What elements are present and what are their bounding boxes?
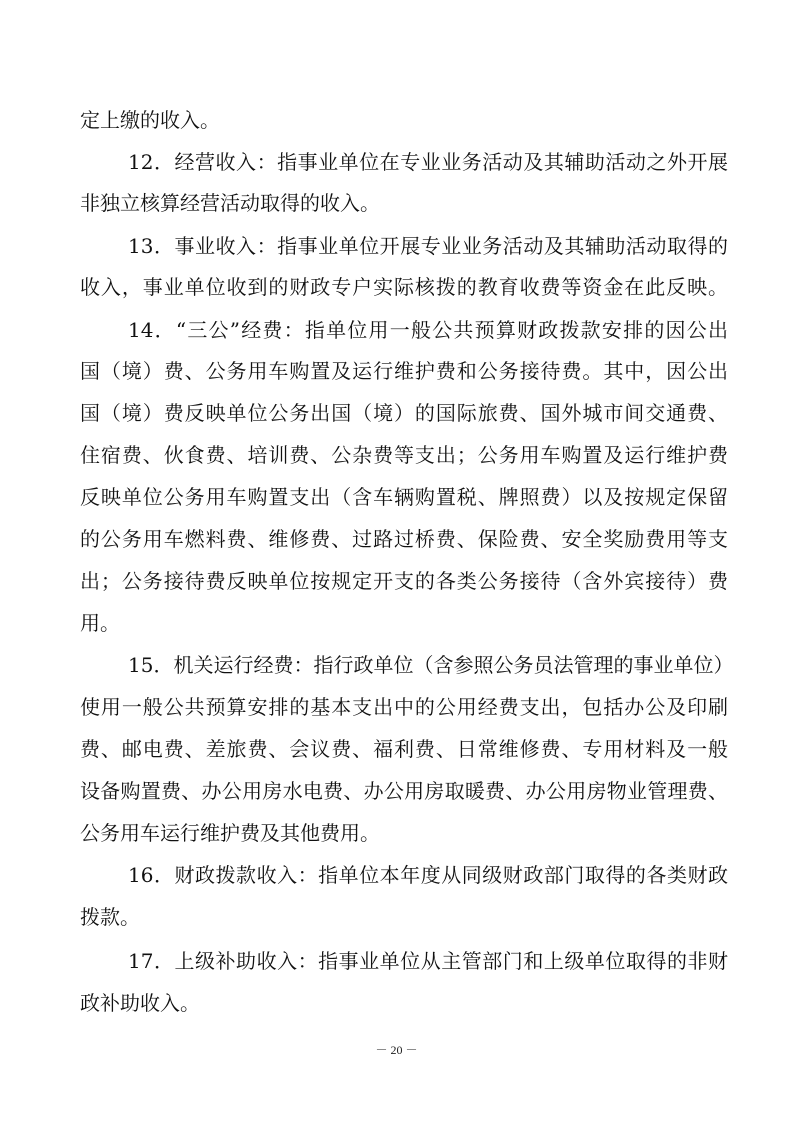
text-line: 拨款。 xyxy=(80,905,140,929)
text-line: 国（境）费、公务用车购置及运行维护费和公务接待费。其中，因公出 xyxy=(80,359,728,383)
text-line: 15．机关运行经费：指行政单位（含参照公务员法管理的事业单位） xyxy=(128,653,734,677)
text-line: 13．事业收入：指事业单位开展专业业务活动及其辅助活动取得的 xyxy=(128,234,728,258)
page-number: － 20 － xyxy=(375,1043,418,1057)
text-line: 出；公务接待费反映单位按规定开支的各类公务接待（含外宾接待）费 xyxy=(80,569,728,593)
text-line: 设备购置费、办公用房水电费、办公用房取暖费、办公用房物业管理费、 xyxy=(80,779,728,803)
text-line: 17．上级补助收入：指事业单位从主管部门和上级单位取得的非财 xyxy=(128,949,728,973)
text-line: 反映单位公务用车购置支出（含车辆购置税、牌照费）以及按规定保留 xyxy=(80,485,728,509)
text-line: 的公务用车燃料费、维修费、过路过桥费、保险费、安全奖励费用等支 xyxy=(80,527,728,551)
text-line: 国（境）费反映单位公务出国（境）的国际旅费、国外城市间交通费、 xyxy=(80,401,728,425)
text-line: 12．经营收入：指事业单位在专业业务活动及其辅助活动之外开展 xyxy=(128,150,728,174)
text-line: 费、邮电费、差旅费、会议费、福利费、日常维修费、专用材料及一般 xyxy=(80,737,728,761)
text-line: 住宿费、伙食费、培训费、公杂费等支出；公务用车购置及运行维护费 xyxy=(80,443,728,467)
text-line: 使用一般公共预算安排的基本支出中的公用经费支出，包括办公及印刷 xyxy=(80,695,728,719)
text-line: 用。 xyxy=(80,611,120,635)
text-line: 收入，事业单位收到的财政专户实际核拨的教育收费等资金在此反映。 xyxy=(80,275,728,299)
text-line: 定上缴的收入。 xyxy=(80,108,220,132)
text-line: 政补助收入。 xyxy=(80,991,200,1015)
text-line: 公务用车运行维护费及其他费用。 xyxy=(80,821,380,845)
text-line: 16．财政拨款收入：指单位本年度从同级财政部门取得的各类财政 xyxy=(128,863,728,887)
text-line: 14．“三公”经费：指单位用一般公共预算财政拨款安排的因公出 xyxy=(128,318,728,342)
text-line: 非独立核算经营活动取得的收入。 xyxy=(80,191,380,215)
